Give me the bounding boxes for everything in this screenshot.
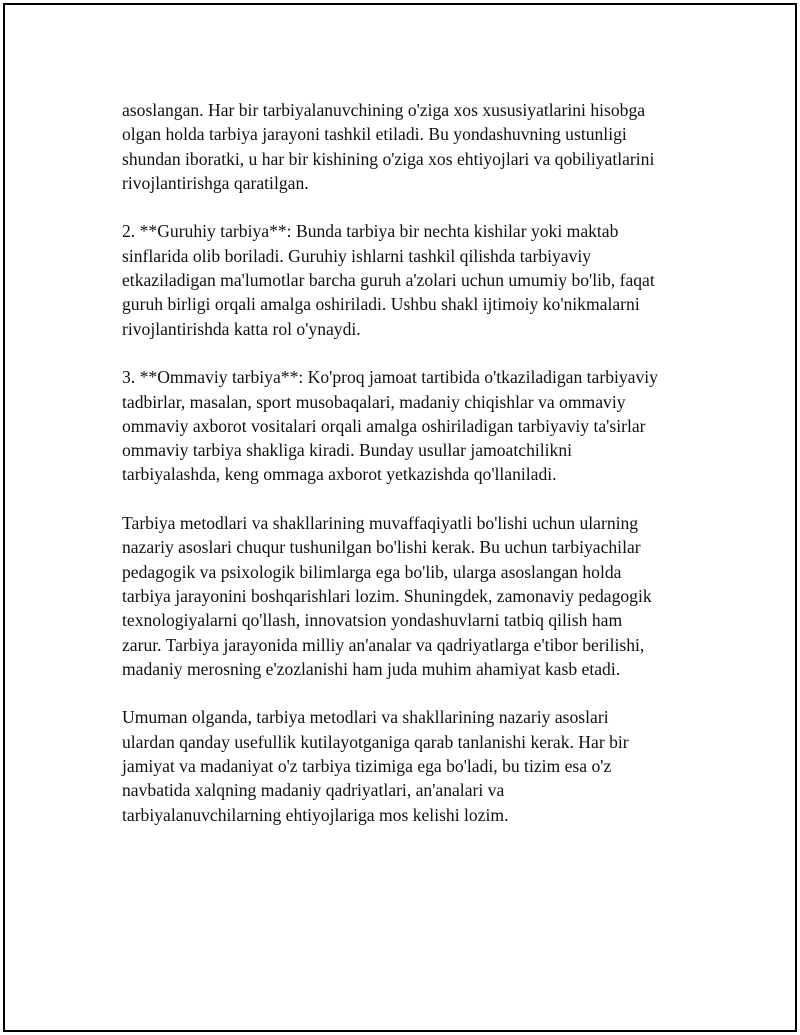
paragraph-guruhiy-tarbiya [122, 219, 702, 340]
text-line: rivojlantirishga qaratilgan. [122, 172, 309, 193]
paragraph-individual-tarbiya [122, 98, 702, 195]
text-line: madaniy merosning e'zozlanishi ham juda muhim ahamiyat kasb etadi. [122, 658, 621, 679]
text-line: 2. **Guruhiy tarbiya**: Bunda tarbiya bir nechta kishilar yoki maktab [122, 221, 619, 242]
text-line: rivojlantirishda katta rol o'ynaydi. [122, 318, 361, 339]
text-line: tarbiyalashda, keng ommaga axborot yetkazishda qo'llaniladi. [122, 464, 557, 485]
text-line: shundan iboratki, u har bir kishining o'ziga xos ehtiyojlari va qobiliyatlarini [122, 148, 655, 169]
page-frame [3, 3, 797, 1032]
text-line: ommaviy tarbiya shakliga kiradi. Bunday usullar jamoatchilikni [122, 440, 573, 461]
paragraph-nazariy-asoslar [122, 511, 702, 681]
text-line: olgan holda tarbiya jarayoni tashkil etiladi. Bu yondashuvning ustunligi [122, 124, 627, 145]
text-line: ommaviy axborot vositalari orqali amalga oshiriladigan tarbiyaviy ta'sirlar [122, 415, 646, 436]
text-line: tadbirlar, masalan, sport musobaqalari, madaniy chiqishlar va ommaviy [122, 391, 626, 412]
text-line: navbatida xalqning madaniy qadriyatlari, an'analari va [122, 780, 505, 801]
text-line: nazariy asoslari chuqur tushunilgan bo'lishi kerak. Bu uchun tarbiyachilar [122, 537, 641, 558]
document-body [122, 98, 702, 851]
text-line: tarbiyalanuvchilarning ehtiyojlariga mos kelishi lozim. [122, 804, 509, 825]
text-line: tarbiya jarayonini boshqarishlari lozim. Shuningdek, zamonaviy pedagogik [122, 585, 652, 606]
text-line: texnologiyalarni qo'llash, innovatsion yondashuvlarni tatbiq qilish ham [122, 610, 623, 631]
text-line: asoslangan. Har bir tarbiyalanuvchining o'ziga xos xususiyatlarini hisobga [122, 100, 646, 120]
text-line: zarur. Tarbiya jarayonida milliy an'analar va qadriyatlarga e'tibor berilishi, [122, 634, 645, 655]
paragraph-ommaviy-tarbiya [122, 365, 702, 486]
text-line: etkaziladigan ma'lumotlar barcha guruh a'zolari uchun umumiy bo'lib, faqat [122, 270, 655, 291]
text-line: jamiyat va madaniyat o'z tarbiya tizimiga ega bo'ladi, bu tizim esa o'z [122, 756, 612, 777]
text-line: Tarbiya metodlari va shakllarining muvaffaqiyatli bo'lishi uchun ularning [122, 513, 639, 534]
text-line: guruh birligi orqali amalga oshiriladi. Ushbu shakl ijtimoiy ko'nikmalarni [122, 294, 640, 315]
text-line: 3. **Ommaviy tarbiya**: Ko'proq jamoat tartibida o'tkaziladigan tarbiyaviy [122, 367, 658, 388]
text-line: Umuman olganda, tarbiya metodlari va shakllarining nazariy asoslari [122, 707, 609, 728]
text-line: pedagogik va psixologik bilimlarga ega bo'lib, ularga asoslangan holda [122, 561, 622, 582]
text-line: sinflarida olib boriladi. Guruhiy ishlarni tashkil qilishda tarbiyaviy [122, 245, 592, 266]
text-line: ulardan qanday usefullik kutilayotganiga qarab tanlanishi kerak. Har bir [122, 731, 629, 752]
paragraph-xulosa [122, 705, 702, 826]
